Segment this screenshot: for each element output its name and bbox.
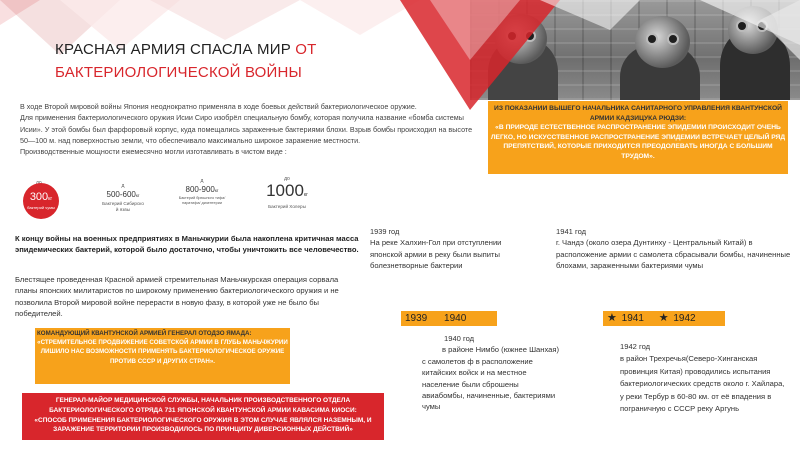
page-title: КРАСНАЯ АРМИЯ СПАСЛА МИР ОТ БАКТЕРИОЛОГИЧЕСКОЙ ВОЙНЫ	[55, 41, 317, 81]
quote-body: «СПОСОБ ПРИМЕНЕНИЯ БАКТЕРИОЛОГИЧЕСКОГО ОРУЖИЯ В ЭТОМ СЛУЧАЕ ЯВЛЯЛСЯ НАЗЕМНЫМ, И ЗАРАЖЕНИЕ ТЕРРИТОРИИ ПРОИЗВОДИЛОСЬ ПО ПРИНЦИПУ ДИВЕРСИОННЫХ ДЕЙСТВИЙ»	[34, 416, 372, 434]
quote-yamada	[35, 328, 290, 384]
intro-text	[20, 101, 475, 157]
conclusion-bold: К концу войны на военных предприятиях в Маньчжурии была накоплена критичная масса эпидемических бактерий, которой было достаточно, чтобы уничтожить все человечество.	[15, 234, 359, 255]
intro-paragraph: Для применения бактериологического оружия Исии Сиро изобрёл специальную бомбу, которая получила название «бомба системы Исии». У этой бомбы был фарфоровый корпус, куда помещались зараженные бактериями блохи. Взрыв бомбы происходил на высоте 50—100 м. над поверхностью земли, что обеспечивало максимально широкое заражение местности.	[20, 113, 473, 145]
timeline-bar-1939-1940: 1939 1940	[401, 311, 497, 326]
quote-kawashima	[22, 393, 384, 440]
timeline-bar-1941-1942: ★ 1941 ★ 1942	[603, 311, 725, 326]
event-1941: 1941 год г. Чандэ (около озера Дунтинху - Центральный Китай) в расположение армии с самолета сбрасывали бомбы, начиненные блохами, зараженными бактериями чумы	[556, 227, 791, 271]
stat-cholera: до 1000кг Бактерий Холеры	[266, 176, 308, 209]
star-icon: ★	[658, 312, 669, 324]
conclusion-text: Блестящее проведенная Красной армией стремительная Маньчжурская операция сорвала планы японских милитаристов по широкому применению бактериологического оружия и не позволила Второй мировой войне перерасти в новую фазу, в которой уже не было бы победителей.	[15, 275, 339, 318]
stat-anthrax: д 500-600кг Бактерий Сибирско й язвы	[102, 183, 144, 212]
event-1939: 1939 год На реке Халхин-Гол при отступлении японской армии в реку были выпиты болезнетворные бактерии	[370, 227, 502, 271]
intro-paragraph: В ходе Второй мировой войны Япония неоднократно применяла в ходе боевых действий бактериологическое оружие.	[20, 102, 417, 111]
stat-typhoid: д 800-900кг Бактерий брюшного тифа/ паратифа/ дизентерии	[178, 178, 226, 205]
quote-head: КОМАНДУЮЩИЙ КВАНТУНСКОЙ АРМИЕЙ ГЕНЕРАЛ ОТОДЗО ЯМАДА:	[37, 330, 252, 337]
intro-paragraph: Производственные мощности ежемесячно могли изготавливать в чистом виде :	[20, 147, 287, 157]
quote-head: ИЗ ПОКАЗАНИИ ВЫШЕГО НАЧАЛЬНИКА САНИТАРНОГО УПРАВЛЕНИЯ КВАНТУНСКОЙ АРМИИ КАДЗИЦУКА РЮДЗИ:	[494, 105, 782, 122]
star-icon: ★	[607, 312, 617, 324]
quote-head: ГЕНЕРАЛ-МАЙОР МЕДИЦИНСКОЙ СЛУЖБЫ, НАЧАЛЬНИК ПРОИЗВОДСТВЕННОГО ОТДЕЛА БАКТЕРИОЛОГИЧЕСКОГО ОТРЯДА 731 ЯПОНСКОЙ КВАНТУНСКОЙ АРМИИ КАВАСИМА КИОСИ:	[49, 397, 357, 414]
quote-body: «В ПРИРОДЕ ЕСТЕСТВЕННОЕ РАСПРОСТРАНЕНИЕ ЭПИДЕМИИ ПРОИСХОДИТ ОЧЕНЬ ЛЕГКО, НО ИСКУССТВЕННОЕ РАСПРОСТРАНЕНИЕ ЭПИДЕМИИ ВСТРЕЧАЕТ ЦЕЛЫЙ РЯД ПРЕПЯТСТВИЙ, КОТОРЫЕ ПРИХОДИТСЯ ПРЕОДОЛЕВАТЬ ИНОГДА С БОЛЬШИМ ТРУДОМ».	[490, 124, 786, 160]
event-1942: 1942 год в район Трехречья(Северо-Хинганская провинция Китая) проводились испытания бактериологических средств около г. Хайлара, у реки Тербур в 60-80 км. от её впадения в пограничную с СССР реку Аргунь	[620, 342, 785, 414]
stat-plague: 300кг бактерий чумы	[23, 183, 59, 219]
quote-kadzitsuka	[488, 101, 788, 174]
event-1940: 1940 год в районе Нимбо (южнее Шанхая) с самолетов ф в расположение китайских войск и на местное население были сброшены авиабомбы, начиненные, бактериями чумы	[422, 334, 560, 412]
quote-body: «СТРЕМИТЕЛЬНОЕ ПРОДВИЖЕНИЕ СОВЕТСКОЙ АРМИИ В ГЛУБЬ МАНЬЧЖУРИИ ЛИШИЛО НАС ВОЗМОЖНОСТИ ПРИМЕНЯТЬ БАКТЕРИОЛОГИЧЕСКОЕ ОРУЖИЕ ПРОТИВ СССР И ДРУГИХ СТРАН».	[37, 339, 288, 365]
